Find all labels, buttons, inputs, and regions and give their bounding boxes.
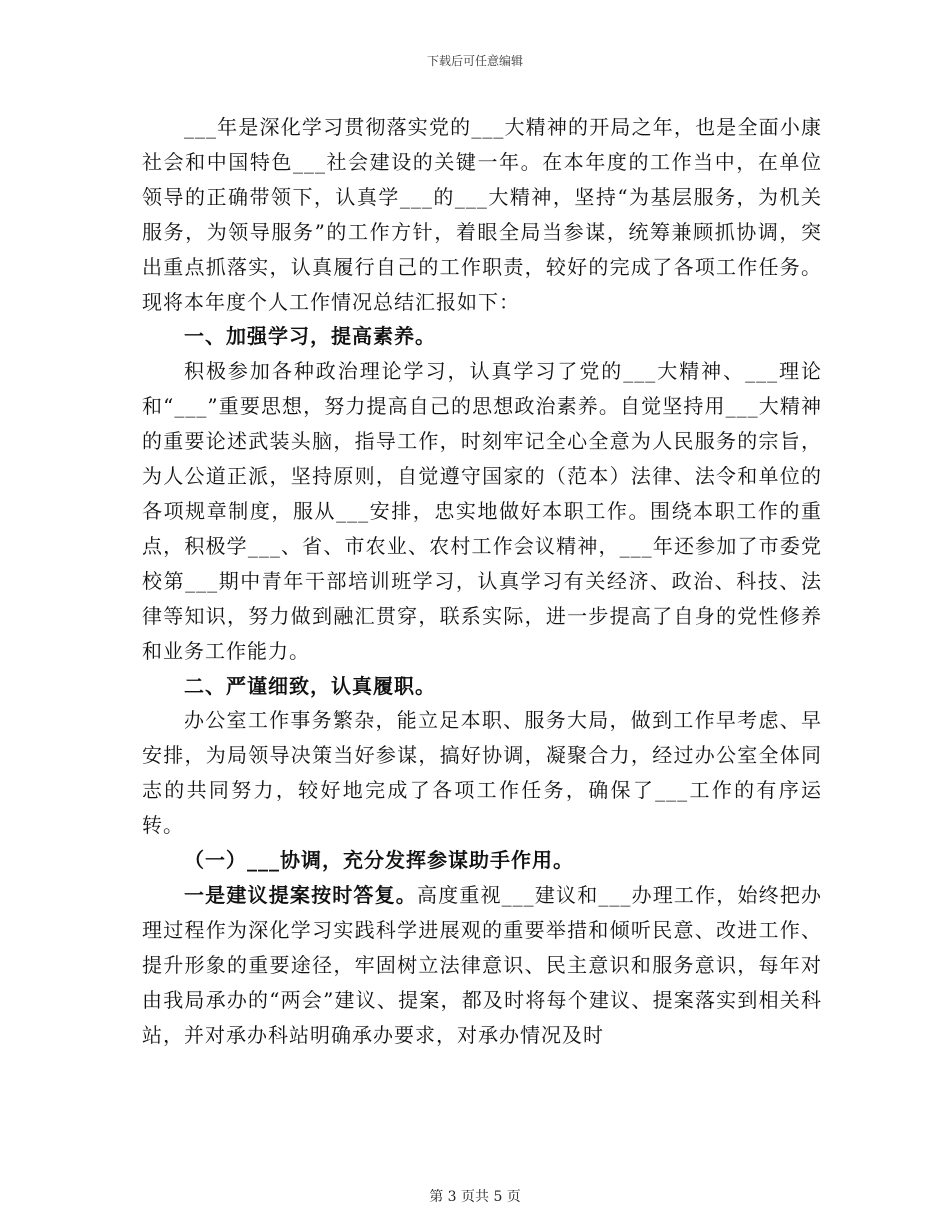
intro-paragraph: ___年是深化学习贯彻落实党的___大精神的开局之年，也是全面小康社会和中国特色___社会建设的关键一年。在本年度的工作当中，在单位领导的正确带领下，认真学___的___大精神，坚持“为基层服务，为机关服务，为领导服务”的工作方针，着眼全局当参谋，统筹兼顾抓协调，突出重点抓落实，认真履行自己的工作职责，较好的完成了各项工作任务。现将本年度个人工作情况总结汇报如下： — [142, 115, 822, 314]
page-header: 下载后可任意编辑 — [426, 54, 523, 68]
section-heading-1: 一、加强学习，提高素养。 — [184, 324, 436, 349]
paragraph-text: 高度重视___建议和___办理工作，始终把办理过程作为深化学习实践科学进展观的重要举措和倾听民意、改进工作、提升形象的重要途径，牢固树立法律意识、民主意识和服务意识，每年对由我局承办的“两会”建议、提案，都及时将每个建议、提案落实到相关科站，并对承办科站明确承办要求，对承办情况及时 — [142, 882, 823, 1047]
page-number: 第 3 页共 5 页 — [429, 1189, 521, 1205]
paragraph-lead: 一是建议提案按时答复。 — [184, 882, 417, 907]
subsection-1-paragraph — [142, 878, 822, 1053]
section-heading-2: 二、严谨细致，认真履职。 — [184, 673, 436, 698]
section-1-paragraph: 积极参加各种政治理论学习，认真学习了党的___大精神、___理论和“___”重要思想，努力提高自己的思想政治素养。自觉坚持用___大精神的重要论述武装头脑，指导工作，时刻牢记全心全意为人民服务的宗旨，为人公道正派，坚持原则，自觉遵守国家的（范本）法律、法令和单位的各项规章制度，服从___安排，忠实地做好本职工作。围绕本职工作的重点，积极学___、省、市农业、农村工作会议精神，___年还参加了市委党校第___期中青年干部培训班学习，认真学习有关经济、政治、科技、法律等知识，努力做到融汇贯穿，联系实际，进一步提高了自身的党性修养和业务工作能力。 — [142, 359, 822, 663]
section-2-paragraph: 办公室工作事务繁杂，能立足本职、服务大局，做到工作早考虑、早安排，为局领导决策当好参谋，搞好协调，凝聚合力，经过办公室全体同志的共同努力，较好地完成了各项工作任务，确保了___工作的有序运转。 — [142, 708, 822, 838]
subsection-heading-1: （一）___协调，充分发挥参谋助手作用。 — [184, 848, 574, 873]
document-body — [142, 110, 822, 1052]
